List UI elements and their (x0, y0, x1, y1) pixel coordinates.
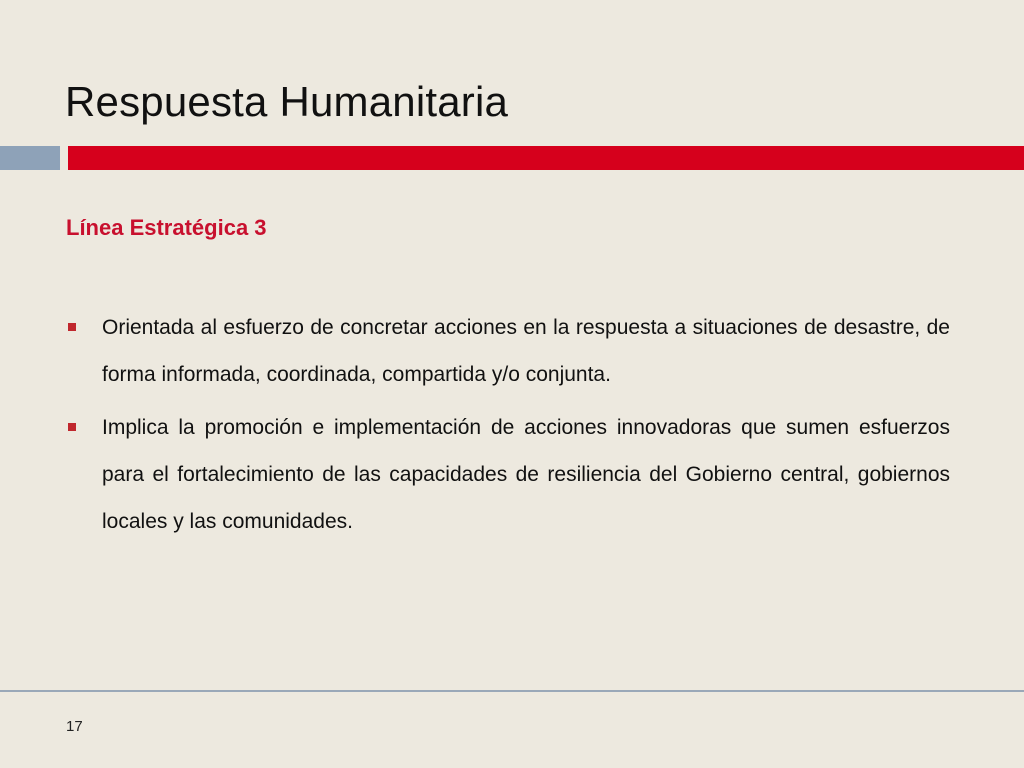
slide-title: Respuesta Humanitaria (65, 78, 509, 125)
bullet-text: Implica la promoción e implementación de acciones innovadoras que sumen esfuerzos para el fortalecimiento de las capacidades de resiliencia del Gobierno central, gobiernos locales y las comunidades. (102, 416, 950, 533)
section-subtitle: Línea Estratégica 3 (66, 215, 267, 240)
bullet-list (66, 304, 950, 551)
page-number: 17 (66, 718, 83, 735)
bullet-item (66, 404, 950, 545)
title-accent-red-bar (68, 146, 1024, 170)
square-bullet-icon (68, 423, 76, 431)
footer-divider (0, 690, 1024, 692)
title-accent-gray-bar (0, 146, 60, 170)
bullet-text: Orientada al esfuerzo de concretar acciones en la respuesta a situaciones de desastre, de forma informada, coordinada, compartida y/o conjunta. (102, 316, 950, 386)
bullet-item (66, 304, 950, 398)
square-bullet-icon (68, 323, 76, 331)
